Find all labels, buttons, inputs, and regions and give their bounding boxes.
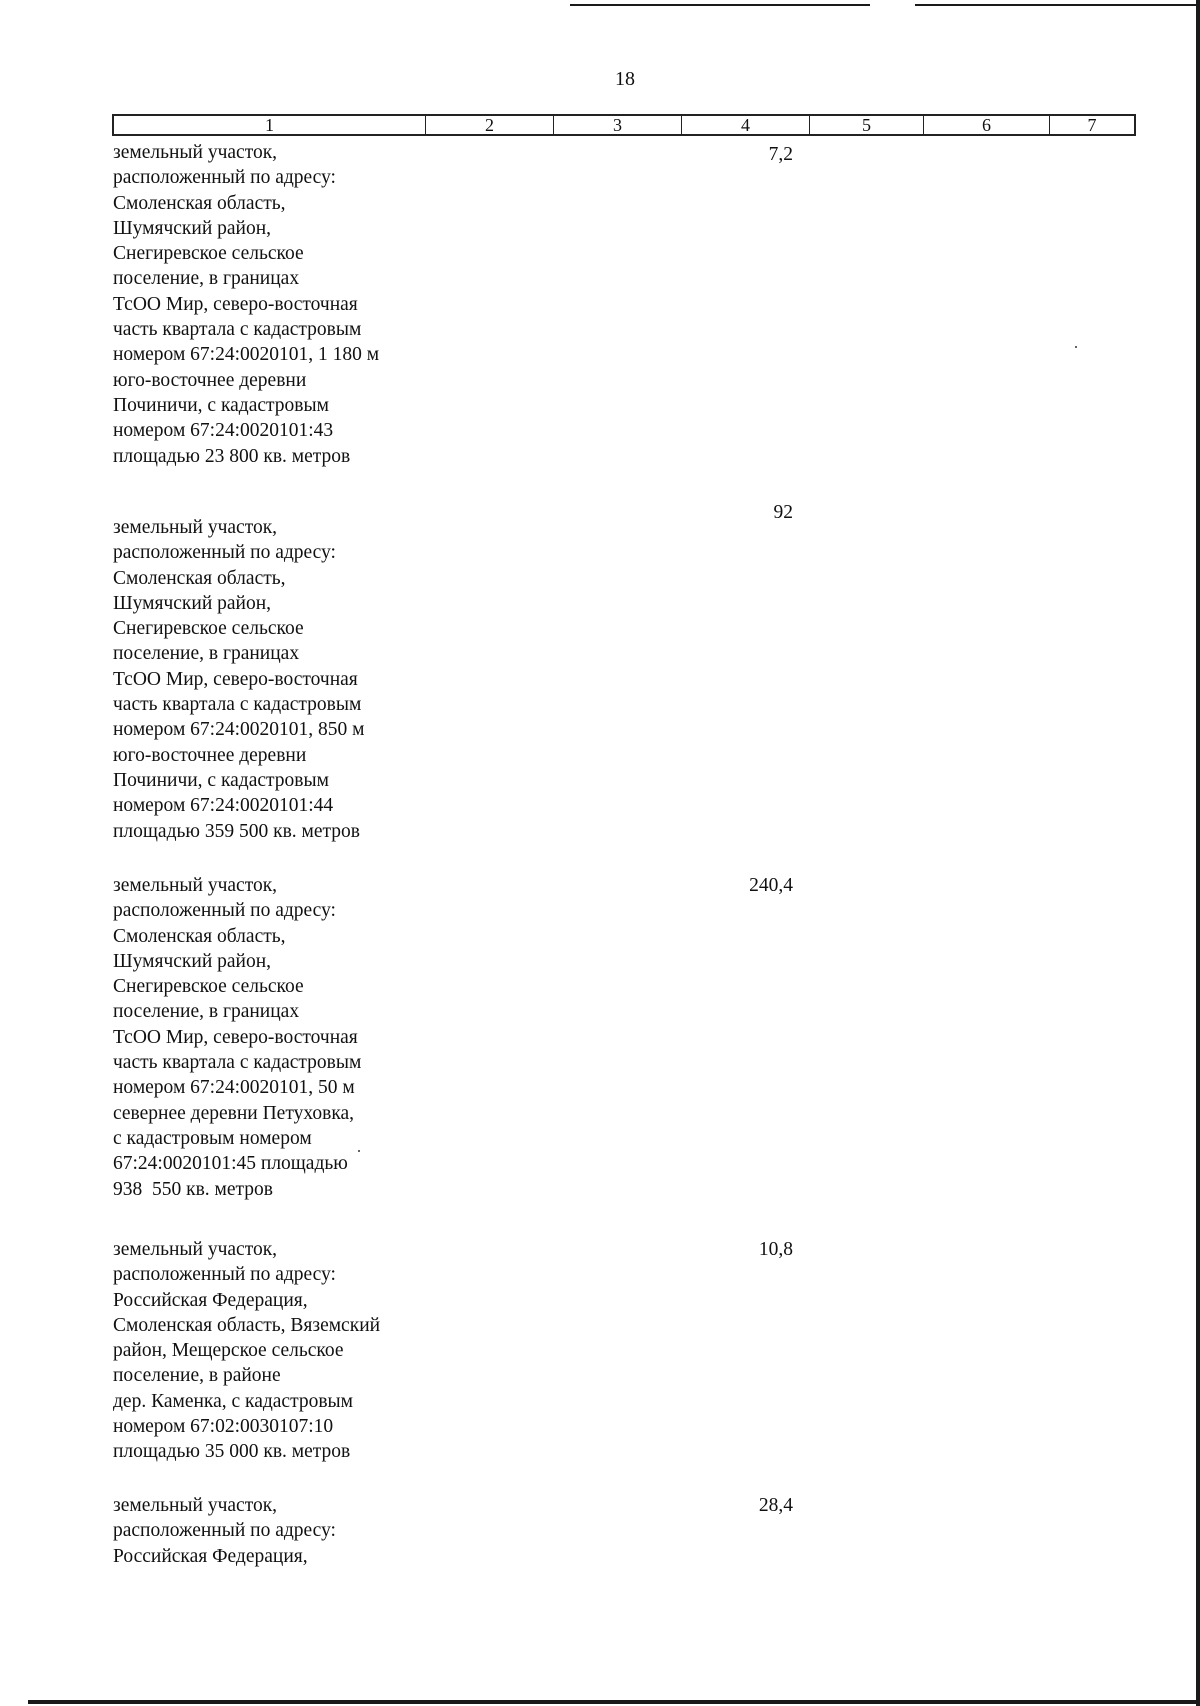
column-header-1: 1 [114,116,426,134]
land-plot-description: земельный участок, расположенный по адресу: Смоленская область, Шумячский район, Снегиревское сельское поселение, в границах ТсОО Мир, северо-восточная часть квартала с кадастровым номером 67:24:0020101, 50 м севернее деревни Петуховка, с кадастровым номером 67:24:0020101:45 площадью 938 550 кв. метров [113,875,362,1200]
land-plot-value: 7,2 [768,144,793,165]
land-plot-value: 28,4 [758,1495,793,1516]
land-plot-value: 92 [773,502,793,523]
column-header-7: 7 [1087,115,1097,135]
column-header-5: 5 [810,116,924,134]
scan-edge-top [915,4,1196,6]
column-header-row [112,114,1136,136]
column-header-4: 4 [682,116,810,134]
scan-speck [1075,346,1077,348]
land-plot-value: 10,8 [758,1239,793,1260]
land-plot-value: 240,4 [749,875,793,896]
column-header-2: 2 [426,116,554,134]
page-number: 18 [615,68,635,90]
land-plot-description: земельный участок, расположенный по адресу: Российская Федерация, Смоленская область, Вяземский район, Мещерское сельское поселение, в районе дер. Каменка, с кадастровым номером 67:02:0030107:10 площадью 35 000 кв. метров [113,1239,381,1463]
land-plot-description: земельный участок, расположенный по адресу: Смоленская область, Шумячский район, Снегиревское сельское поселение, в границах ТсОО Мир, северо-восточная часть квартала с кадастровым номером 67:24:0020101, 850 м юго-восточнее деревни Починичи, с кадастровым номером 67:24:0020101:44 площадью 359 500 кв. метров [113,517,365,842]
column-header-3: 3 [554,116,682,134]
land-plot-description: земельный участок, расположенный по адресу: Российская Федерация, [113,1495,336,1567]
scan-edge-right [1196,0,1200,1706]
land-plot-description: земельный участок, расположенный по адресу: Смоленская область, Шумячский район, Снегиревское сельское поселение, в границах ТсОО Мир, северо-восточная часть квартала с кадастровым номером 67:24:0020101, 1 180 м юго-восточнее деревни Починичи, с кадастровым номером 67:24:0020101:43 площадью 23 800 кв. метров [113,142,380,467]
scan-edge-bottom [28,1700,1200,1704]
scan-edge-top [570,4,870,6]
column-header-6: 6 [924,116,1050,134]
